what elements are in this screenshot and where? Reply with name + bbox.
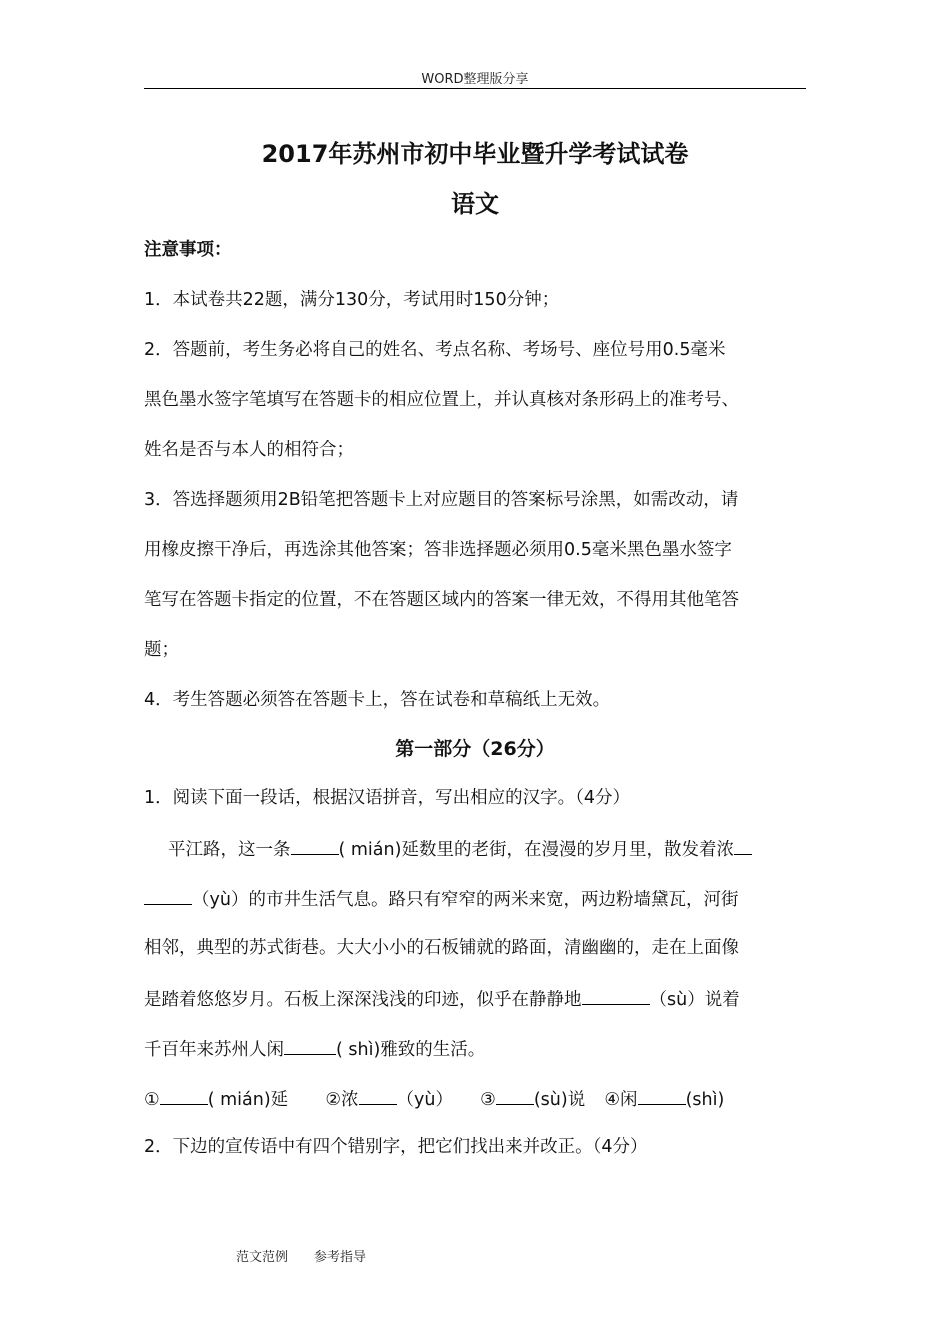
answer-blank-shi[interactable] bbox=[284, 1036, 336, 1055]
answer-field-4[interactable] bbox=[638, 1086, 686, 1105]
passage-text: ( shì)雅致的生活。 bbox=[336, 1040, 486, 1060]
passage-text: （sù）说着 bbox=[649, 990, 740, 1010]
header-rule bbox=[144, 88, 806, 89]
notice-line: 用橡皮擦干净后，再选涂其他答案；答非选择题必须用0.5毫米黑色墨水签字 bbox=[144, 540, 732, 560]
notice-line: 1．本试卷共22题，满分130分，考试用时150分钟； bbox=[144, 290, 560, 310]
answer-hint-2: （yù） bbox=[396, 1090, 453, 1110]
page-header: WORD整理版分享 bbox=[421, 72, 529, 87]
answer-label-2: ②浓 bbox=[325, 1090, 359, 1110]
answer-field-2[interactable] bbox=[359, 1086, 397, 1105]
answer-hint-4: (shì) bbox=[685, 1090, 725, 1110]
answer-blank-mian[interactable] bbox=[291, 836, 339, 855]
page-footer bbox=[236, 1246, 366, 1265]
passage-line-1 bbox=[144, 836, 814, 862]
subject-title: 语文 bbox=[451, 190, 499, 218]
passage-line-4 bbox=[144, 986, 814, 1012]
answer-field-1[interactable] bbox=[160, 1086, 208, 1105]
part-one-heading: 第一部分（26分） bbox=[395, 738, 555, 760]
notice-line: 姓名是否与本人的相符合； bbox=[144, 440, 354, 460]
notice-line: 3．答选择题须用2B铅笔把答题卡上对应题目的答案标号涂黑，如需改动，请 bbox=[144, 490, 739, 510]
answer-blank-yu[interactable] bbox=[734, 836, 752, 855]
passage-line-2 bbox=[144, 886, 814, 912]
passage-text: ( mián)延数里的老街，在漫漫的岁月里，散发着浓 bbox=[338, 840, 734, 860]
answer-label-4: ④闲 bbox=[604, 1090, 638, 1110]
answer-hint-3: (sù)说 bbox=[533, 1090, 586, 1110]
passage-text: 千百年来苏州人闲 bbox=[144, 1040, 284, 1060]
passage-text: （yù）的市井生活气息。路只有窄窄的两米来宽，两边粉墙黛瓦，河街 bbox=[192, 890, 739, 910]
footer-right: 参考指导 bbox=[314, 1250, 367, 1265]
notice-heading: 注意事项： bbox=[144, 240, 232, 260]
notice-line: 2．答题前，考生务必将自己的姓名、考点名称、考场号、座位号用0.5毫米 bbox=[144, 340, 726, 360]
answer-row bbox=[144, 1086, 814, 1112]
exam-title: 2017年苏州市初中毕业暨升学考试试卷 bbox=[261, 140, 689, 168]
notice-line: 笔写在答题卡指定的位置，不在答题区域内的答案一律无效，不得用其他笔答 bbox=[144, 590, 739, 610]
notice-line: 黑色墨水签字笔填写在答题卡的相应位置上，并认真核对条形码上的准考号、 bbox=[144, 390, 739, 410]
footer-left: 范文范例 bbox=[236, 1250, 289, 1265]
answer-label-3: ③ bbox=[480, 1090, 496, 1110]
passage-line-3: 相邻，典型的苏式街巷。大大小小的石板铺就的路面，清幽幽的，走在上面像 bbox=[144, 938, 739, 958]
passage-text: 是踏着悠悠岁月。石板上深深浅浅的印迹，似乎在静静地 bbox=[144, 990, 582, 1010]
answer-label-1: ① bbox=[144, 1090, 160, 1110]
notice-line: 4．考生答题必须答在答题卡上，答在试卷和草稿纸上无效。 bbox=[144, 690, 611, 710]
passage-text: 平江路，这一条 bbox=[168, 840, 291, 860]
answer-blank-yu-continued[interactable] bbox=[144, 886, 192, 905]
answer-hint-1: ( mián)延 bbox=[207, 1090, 289, 1110]
question-1-stem: 1．阅读下面一段话，根据汉语拼音，写出相应的汉字。（4分） bbox=[144, 788, 631, 808]
answer-blank-su[interactable] bbox=[582, 986, 650, 1005]
passage-line-5 bbox=[144, 1036, 814, 1062]
answer-field-3[interactable] bbox=[496, 1086, 534, 1105]
notice-line: 题； bbox=[144, 640, 179, 660]
question-2-stem: 2．下边的宣传语中有四个错别字，把它们找出来并改正。（4分） bbox=[144, 1137, 648, 1157]
